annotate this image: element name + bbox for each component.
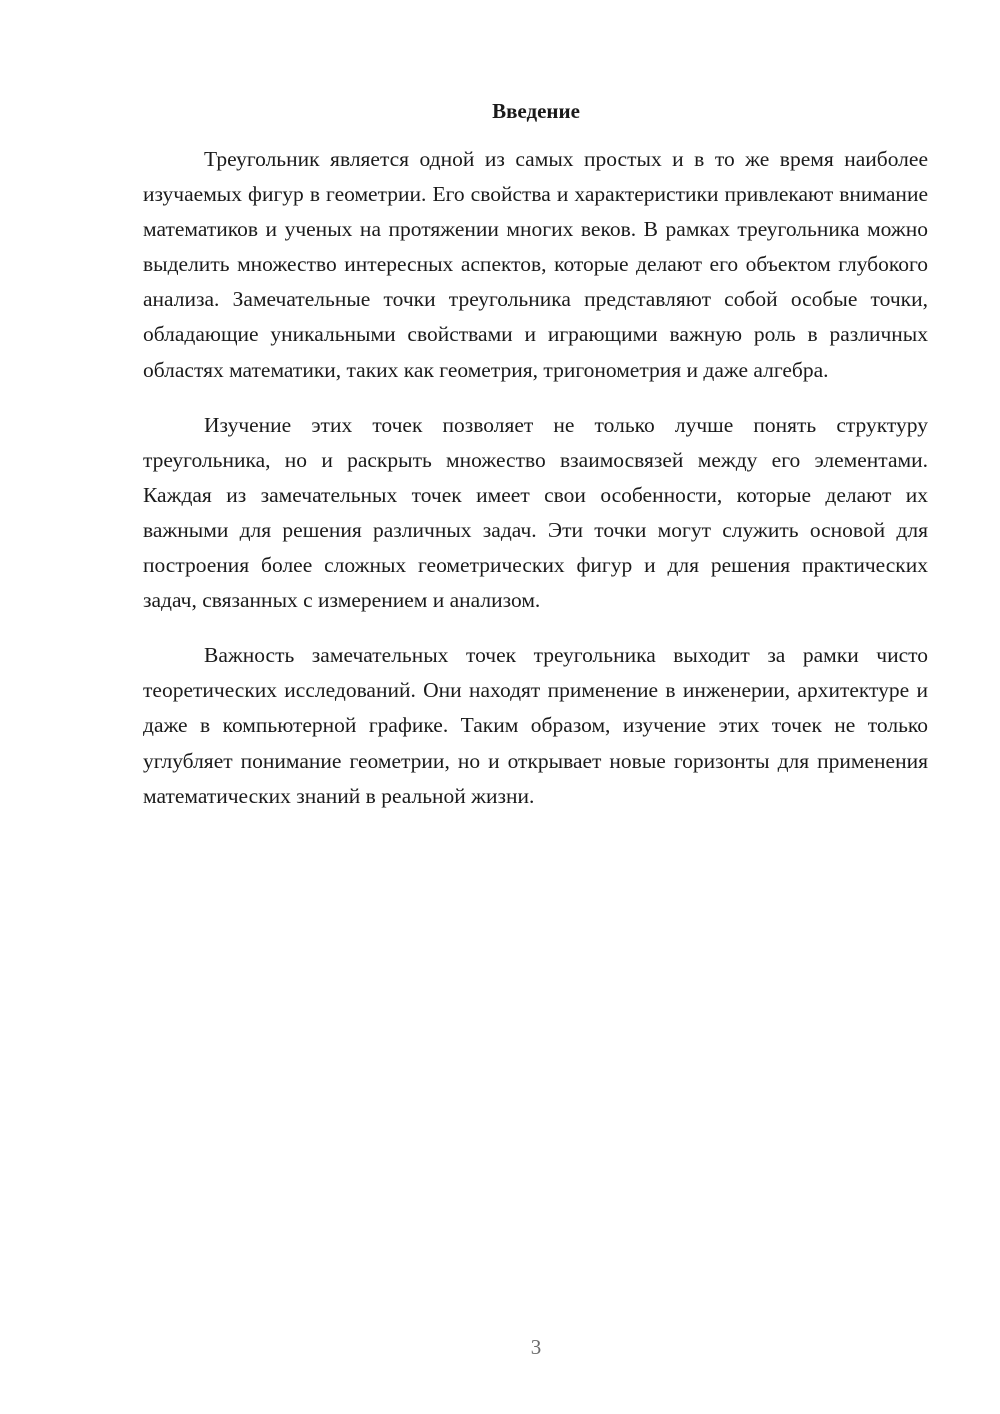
section-heading: Введение bbox=[492, 99, 580, 123]
paragraph-2: Изучение этих точек позволяет не только лучше понять структуру треугольника, но и раскрыть множество взаимосвязей между его элементами. Каждая из замечательных точек имеет свои особенности, которые делают их важными для решения различных задач. Эти точки могут служить основой для построения более сложных геометрических фигур и для решения практических задач, связанных с измерением и анализом. bbox=[143, 412, 928, 613]
page-number: 3 bbox=[530, 1335, 542, 1359]
paragraph-1: Треугольник является одной из самых простых и в то же время наиболее изучаемых фигур в геометрии. Его свойства и характеристики привлекают внимание математиков и ученых на протяжении многих веков. В рамках треугольника можно выделить множество интересных аспектов, которые делают его объектом глубокого анализа. Замечательные точки треугольника представляют собой особые точки, обладающие уникальными свойствами и играющими важную роль в различных областях математики, таких как геометрия, тригонометрия и даже алгебра. bbox=[143, 147, 928, 382]
paragraph-3: Важность замечательных точек треугольника выходит за рамки чисто теоретических исследований. Они находят применение в инженерии, архитектуре и даже в компьютерной графике. Таким образом, изучение этих точек не только углубляет понимание геометрии, но и открывает новые горизонты для применения математических знаний в реальной жизни. bbox=[143, 643, 928, 808]
body-text bbox=[143, 142, 928, 814]
